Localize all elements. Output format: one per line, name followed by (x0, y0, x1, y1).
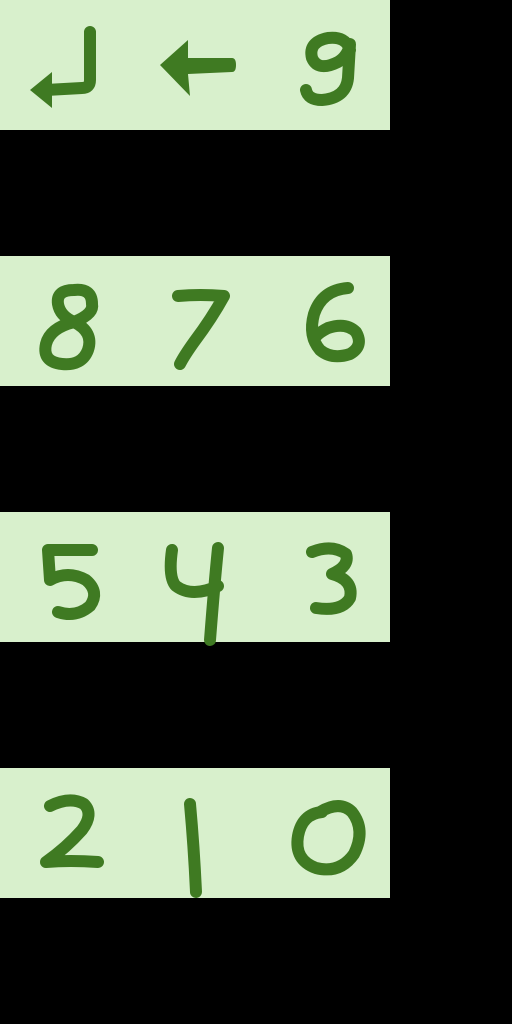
digit-3-glyph (270, 522, 380, 632)
enter-key[interactable] (0, 0, 130, 130)
digit-0-glyph (270, 778, 380, 888)
key-4[interactable] (130, 512, 260, 642)
backspace-key[interactable] (130, 0, 260, 130)
key-8[interactable] (0, 256, 130, 386)
key-9[interactable] (260, 0, 390, 130)
digit-5-glyph (10, 522, 120, 632)
keypad-row-4 (0, 768, 390, 898)
digit-2-glyph (10, 778, 120, 888)
key-7[interactable] (130, 256, 260, 386)
digit-9-glyph (270, 10, 380, 120)
key-6[interactable] (260, 256, 390, 386)
keypad-row-2 (0, 256, 390, 386)
digit-8-glyph (10, 266, 120, 376)
digit-1-glyph (140, 778, 250, 888)
enter-icon (10, 10, 120, 120)
digit-6-glyph (270, 266, 380, 376)
key-0[interactable] (260, 768, 390, 898)
key-5[interactable] (0, 512, 130, 642)
keypad-row-1 (0, 0, 390, 130)
backspace-arrow-icon (140, 10, 250, 120)
key-2[interactable] (0, 768, 130, 898)
keypad-row-3 (0, 512, 390, 642)
key-3[interactable] (260, 512, 390, 642)
digit-4-glyph (140, 522, 250, 632)
digit-7-glyph (140, 266, 250, 376)
key-1[interactable] (130, 768, 260, 898)
